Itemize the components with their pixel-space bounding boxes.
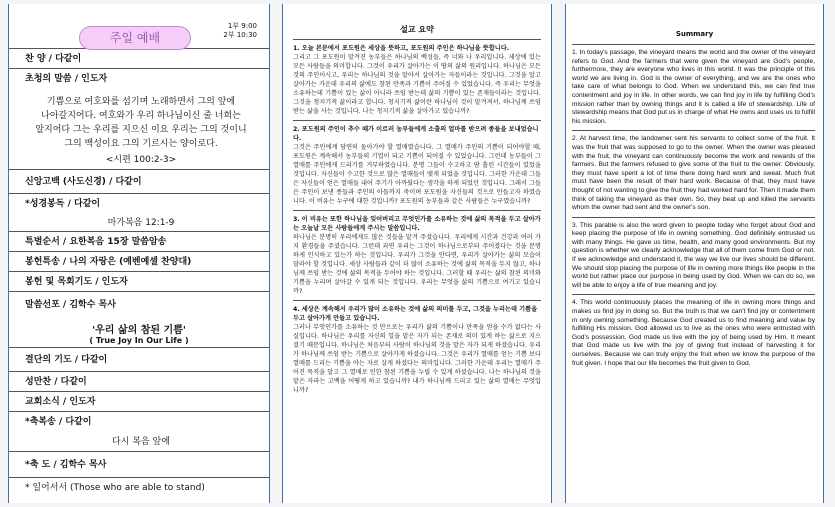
service-times [223, 22, 257, 40]
korean-summary-section [293, 300, 541, 399]
section-heading: 4. 세상은 계속해서 우리가 많이 소유하는 것에 삶의 의미를 두고, 그것을 누리는데 기쁨을 두고 살아가게 만들고 있습니다. [293, 306, 538, 322]
english-summary-page [565, 4, 824, 503]
korean-summary-section [293, 120, 541, 210]
section-body: 그러나 무엇인가를 소유하는 것 만으로는 우리가 삶의 기쁨이나 만족을 얻을 수가 없다는 사실입니다. 하나님은 우리를 자신의 일을 맡은 자가 되는 존재로 의미 있게 하는 삶으로 지으셨기 때문입니다. 하나님은 처음부터 사람이 하나님의 것을 맡은 자가 되게 하셨습니다. 우리가 하나님께 쓰임 받는 기쁨으로 살아가게 하셨습니다. 그것은 우리가 열매를 얻는 기쁨 보다 열매를 드리는 기쁨을 아는 자로 살게 하셨다는 의미입니다. 그러한 가운데 우리는 열매가 주어진 목적을 알고 그 열매로 인한 참된 기쁨을 누릴 수 있게 하셨습니다. 나는 하나님의 것을 맡은 자라는 고백을 어떻게 하고 있습니까? 내가 하나님께 드리고 있는 삶의 열매는 무엇입니까? [293, 324, 541, 394]
service-time-1: 1부 9:00 [227, 22, 257, 30]
korean-summary-title: 설교 요약 [400, 25, 434, 34]
order-item-invitation: 초청의 말씀 / 인도자 [25, 74, 108, 84]
order-item-sermon: 말씀선포 / 김학수 목사 [25, 300, 116, 310]
order-item-scripture: *성경봉독 / 다같이 [25, 199, 101, 209]
worship-header [9, 4, 269, 48]
order-item-offering-prayer: 봉헌 및 목회기도 / 인도자 [9, 272, 269, 292]
order-item-decision-prayer: 결단의 기도 / 다같이 [9, 348, 269, 372]
order-item-creed: 신앙고백 (사도신경) / 다같이 [9, 170, 269, 194]
service-time-2: 2부 10:30 [223, 31, 257, 39]
sermon-subtitle: ( True Joy In Our Life ) [89, 336, 189, 345]
scripture-reference: 마가복음 12:1-9 [9, 214, 269, 232]
order-item-blessing-song: *축복송 / 다같이 [25, 417, 92, 427]
english-summary-section: 1. In today's passage, the vineyard means the world and the owner of the vineyard refers to God. And the farmers that were given the vineyard are God's people, furthermore, they are everyone who lives in this world. It was the principle of this world we are living in. God is the owner of everything, and we are the ones who take care of what belongs to God. When we understand this, we can find true contentment and joy in life. In other words, we can find joy in life by fulfilling God's mission rather than by owning things and it is called a life of stewardship. Life of stewardship means that God put us in charge of what He owns and uses us to fulfill his mission. [572, 44, 815, 130]
section-body: 그것은 주인에게 당연히 돌아가야 할 열매였습니다. 그 열매가 주인의 기쁨이 되어야할 때, 포도원은 계속해서 농부들의 기업이 되고 기쁨이 되어질 수 있었습니다. 그런데 농부들이 그 열매를 주인에게 드리기를 거부하였습니다. 분명 그들이 수고하고 땀 흘린 시간들이 있었을 것입니다. 자신들이 수고한 것으로 많은 열매들이 맺게 되었을 것입니다. 그러한 가운데 그들은 자신들이 얻은 열매들 내어 주기가 아까웠다는 생각을 하게 되었던 것입니다. 그래서 그들은 주인이 보낸 종들과 주인의 아들까지 죽이며 포도원을 자신들의 것으로 만들고자 하였습니다. 이 비유는 누구에 대한 것입니까? 포도원의 농부들과 같은 사람들은 누구였습니까? [293, 144, 541, 205]
standing-note: * 일어서서 (Those who are able to stand) [25, 483, 205, 493]
order-item-praise: 찬 양 / 다같이 [9, 49, 269, 69]
order-item-offering-song: 봉헌특송 / 나의 자랑은 (예벤예셀 찬양대) [9, 252, 269, 272]
korean-summary-page [282, 4, 552, 503]
section-heading: 3. 이 비유는 또한 하나님을 잊어버리고 무엇인가를 소유하는 것에 삶의 목적을 두고 살아가는 오늘날 모든 사람들에게 주시는 말씀입니다. [293, 216, 541, 232]
section-heading: 1. 오늘 본문에서 포도원은 세상을 뜻하고, 포도원의 주인은 하나님을 뜻합니다. [293, 45, 510, 52]
worship-title: 주일 예배 [79, 26, 191, 50]
invocation-verse: 기쁨으로 여호와를 섬기며 노래하면서 그의 앞에 나아갈지어다. 여호와가 우리 하나님이신 줄 너희는 알지어다 그는 우리를 지으신 이요 우리는 그의 것이니 그의 백성이요 그의 기르시는 양이로다. <시편 100:2-3> [9, 89, 269, 170]
order-item-special: 특별순서 / 요한복음 15장 말씀암송 [9, 232, 269, 252]
korean-summary-section [293, 39, 541, 120]
invocation-citation: <시편 100:2-3> [105, 155, 177, 165]
sermon-title: '우리 삶의 참된 기쁨' [92, 325, 186, 336]
sermon-title-block [9, 318, 269, 348]
section-body: 하나님은 분명히 우리에게도 많은 것들을 맡겨 주셨습니다. 우리에게 시간과 건강과 여러 가지 환경들을 주셨습니다. 그런데 과연 우리는 그것이 하나님으로부터 주어졌다는 것을 분명하게 인식하고 있는가 하는 것입니다. 우리가 그것을 안다면, 우리가 살아가는 삶의 모습이 달라야 할 것입니다. 세상 사람들과 같이 더 많이 소유하는 것에 삶의 목적을 두지 않고, 하나님께 쓰임 받는 것에 삶의 목적을 두어야 하는 것입니다. 그러할 때 우리는 삶의 참된 의미와 기쁨을 누리며 살아갈 수 있게 되는 것입니다. 우리는 무엇을 삶의 기쁨으로 여기고 있습니까? [293, 234, 541, 295]
section-body: 그리고 그 포도원이 맡겨진 농부들은 하나님의 백성들, 즉 너와 나 우리입니다. 세상에 있는 모든 사람들을 의미합니다. 그것이 우리가 살아가는 이 땅의 삶의 원리입니다. 하나님은 모든 것의 주인이시고, 우리는 하나님의 것을 맡아서 살아가는 자들이라는 것입니다. 그것을 알고 살아가는 가운데 우리의 삶에도 참된 만족과 기쁨이 주어질 수 있었습니다. 즉 우리는 무엇을 소유하는데 기쁨이 있는 삶이 아니라 쓰임 받는데 삶의 기쁨이 있는 존재들이라는 것입니다. 그것을 청지기적 삶이라고 합니다. 청지기적 삶이란 하나님이 것이 맡겨져서, 하나님께 쓰임 받는 삶을 사는 것입니다. 나는 청지기적 삶을 살아가고 있습니까? [293, 54, 541, 115]
english-summary-section: 3. This parable is also the word given to people today who forget about God and keep placing the purpose of life in owning something. God definitely entrusted us with many things. He gave us time, health, and many good environments. But my question is whether we clearly acknowledge that all of them come from God or not. If we acknowledge and understand it, the way we live our lives should be different. We should stop placing the purpose of life in owning more things like people in the world but rather place our purpose in being used by God. When we can do so, we will be able to enjoy a life of true meaning and joy. [572, 217, 815, 295]
order-item-communion: 성만찬 / 다같이 [9, 372, 269, 392]
section-heading: 2. 포도원의 주인이 추수 때가 이르러 농부들에게 소출의 얼마를 받으려 종들을 보내었습니다. [293, 126, 539, 142]
english-summary-section: 4. This world continuously places the meaning of life in owning more things and makes us find joy in doing so. But the truth is that we can't find joy or contentment in only owning something. Because God created us to find meaning and value by fulfilling His mission. God allowed us to live as the ones who were entrusted with God's possession. God made us live with the joy of being used by Him. It meant that God made us live with the joy of giving fruit instead of harvesting it for ourselves. Because we can truly enjoy the fruit when we know the purpose of the fruit given. I hope that our life becomes the fruit given to God. [572, 294, 815, 372]
english-summary-title: Summary [675, 30, 714, 38]
blessing-song-title: 다시 복음 앞에 [9, 432, 269, 452]
korean-summary-section [293, 210, 541, 300]
order-of-worship-page [8, 4, 270, 503]
order-item-church-news: 교회소식 / 인도자 [9, 392, 269, 412]
order-item-benediction: *축 도 / 김학수 목사 [9, 452, 269, 478]
english-summary-section: 2. At harvest time, the landowner sent his servants to collect some of the fruit. It was the fruit that was supposed to go to the owner. When the owner was pleased with the fruit, the vineyard can continuously become the work and rewards of the farmers. But the farmers refused to give some of the fruit to the owner. Obviously, they must have spent a lot of time there doing hard work and sweat. Much fruit must have been the result of their hard work. Because of that, they must have thought of not wanting to give the fruit they had worked hard for. Then it made them think of taking the vineyard as their own. So, they beat up and killed the servants whom the owner had sent and the owner's son. [572, 130, 815, 216]
